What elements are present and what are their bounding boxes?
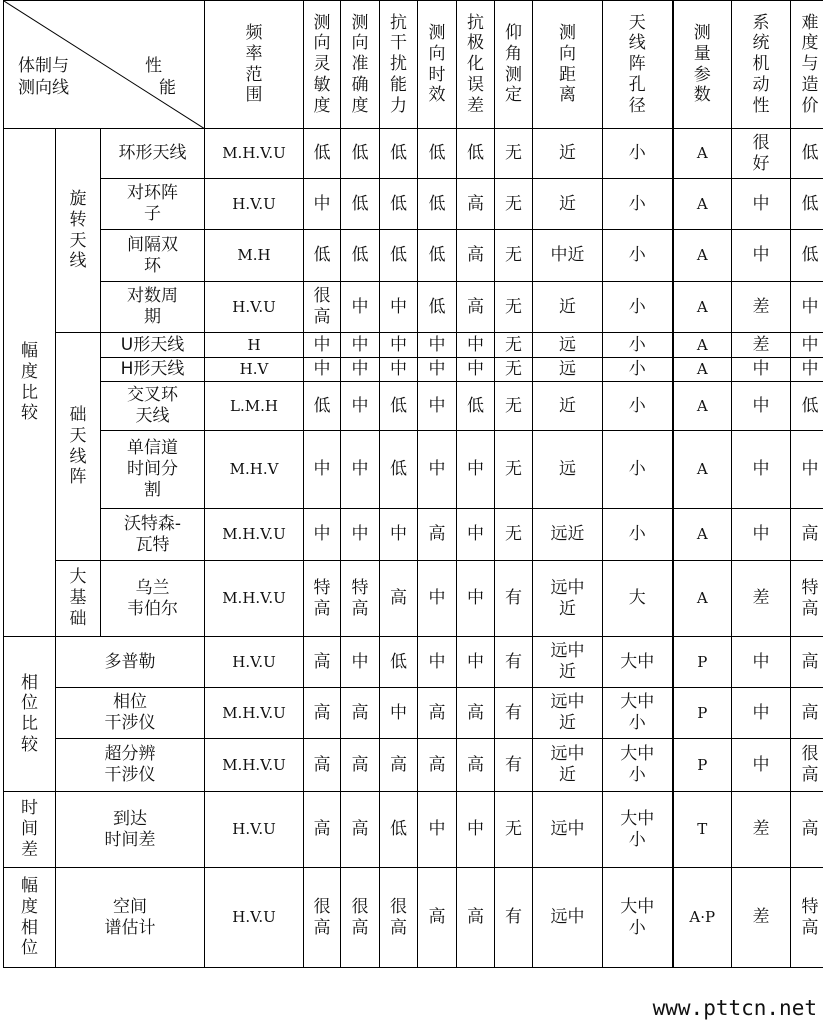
table-cell: 低 <box>791 382 823 431</box>
row-name: 乌兰 韦伯尔 <box>101 561 205 637</box>
group-label-phase: 相 位 比 较 <box>4 637 56 792</box>
table-cell: 远中 近 <box>533 688 603 739</box>
table-cell: 低 <box>341 179 380 230</box>
table-cell: L.M.H <box>205 382 304 431</box>
group-label-amplitude: 幅 度 比 较 <box>4 129 56 637</box>
table-cell: 中近 <box>533 230 603 282</box>
table-cell: P <box>673 739 732 792</box>
table-cell: 很 高 <box>380 868 418 968</box>
header-row <box>4 1 823 129</box>
table-cell: 大中 小 <box>603 868 673 968</box>
table-cell: M.H.V.U <box>205 129 304 179</box>
table-cell: 中 <box>341 509 380 561</box>
table-cell: 高 <box>418 868 457 968</box>
table-row <box>4 868 823 968</box>
table-row <box>4 282 823 333</box>
table-cell: H.V.U <box>205 179 304 230</box>
table-cell: 中 <box>341 358 380 382</box>
table-cell: 中 <box>418 792 457 868</box>
table-cell: 低 <box>380 179 418 230</box>
table-cell: 中 <box>732 637 791 688</box>
table-cell: 高 <box>791 792 823 868</box>
col-header: 测 向 准 确 度 <box>341 1 380 129</box>
table-cell: 差 <box>732 333 791 358</box>
subgroup-label-base-array: 础 天 线 阵 <box>56 333 101 561</box>
subgroup-label-rotating: 旋 转 天 线 <box>56 129 101 333</box>
table-row <box>4 637 823 688</box>
table-cell: 中 <box>380 688 418 739</box>
table-cell: A <box>673 333 732 358</box>
table-row <box>4 739 823 792</box>
table-cell: 小 <box>603 358 673 382</box>
table-cell: 低 <box>380 382 418 431</box>
table-cell: 中 <box>380 358 418 382</box>
table-cell: 远 <box>533 431 603 509</box>
table-cell: 小 <box>603 179 673 230</box>
table-cell: 中 <box>791 282 823 333</box>
table-cell: 中 <box>732 739 791 792</box>
table-cell: 很 高 <box>341 868 380 968</box>
table-cell: 中 <box>380 282 418 333</box>
table-row <box>4 358 823 382</box>
table-cell: A <box>673 282 732 333</box>
col-header: 频 率 范 围 <box>205 1 304 129</box>
row-name: 单信道 时间分 割 <box>101 431 205 509</box>
table-cell: 高 <box>341 739 380 792</box>
table-cell: 高 <box>418 688 457 739</box>
table-cell: A <box>673 509 732 561</box>
table-cell: M.H.V <box>205 431 304 509</box>
table-cell: 低 <box>341 230 380 282</box>
table-cell: 中 <box>732 382 791 431</box>
subgroup-label-large-base: 大 基 础 <box>56 561 101 637</box>
table-cell: H.V.U <box>205 792 304 868</box>
table-cell: 无 <box>495 509 533 561</box>
table-cell: 有 <box>495 868 533 968</box>
table-cell: 中 <box>732 431 791 509</box>
row-name: 间隔双 环 <box>101 230 205 282</box>
table-cell: 大中 <box>603 637 673 688</box>
row-name: 相位 干涉仪 <box>56 688 205 739</box>
row-name: 沃特森- 瓦特 <box>101 509 205 561</box>
table-cell: 大中 小 <box>603 792 673 868</box>
table-cell: 差 <box>732 868 791 968</box>
table-cell: 中 <box>457 792 495 868</box>
table-cell: 中 <box>418 431 457 509</box>
table-cell: 高 <box>418 739 457 792</box>
table-row <box>4 129 823 179</box>
table-cell: 高 <box>791 688 823 739</box>
table-cell: A <box>673 358 732 382</box>
table-cell: 中 <box>341 333 380 358</box>
table-row <box>4 509 823 561</box>
table-cell: 高 <box>380 739 418 792</box>
table-cell: 低 <box>380 792 418 868</box>
table-cell: 无 <box>495 282 533 333</box>
table-cell: 中 <box>732 688 791 739</box>
row-name: U形天线 <box>101 333 205 358</box>
table-cell: 中 <box>791 333 823 358</box>
table-cell: A <box>673 129 732 179</box>
table-row <box>4 431 823 509</box>
table-cell: 小 <box>603 509 673 561</box>
table-cell: 很 高 <box>304 868 341 968</box>
table-cell: 近 <box>533 179 603 230</box>
table-cell: 高 <box>304 637 341 688</box>
table-cell: 中 <box>732 230 791 282</box>
table-cell: 高 <box>304 792 341 868</box>
table-cell: 远中 近 <box>533 637 603 688</box>
table-cell: 中 <box>341 282 380 333</box>
table-cell: 低 <box>457 382 495 431</box>
table-cell: 很 高 <box>304 282 341 333</box>
table-row <box>4 179 823 230</box>
table-cell: 高 <box>791 509 823 561</box>
table-cell: 低 <box>791 179 823 230</box>
table-cell: 中 <box>304 509 341 561</box>
group-label-time-diff: 时 间 差 <box>4 792 56 868</box>
table-cell: 大中 小 <box>603 739 673 792</box>
table-cell: H.V <box>205 358 304 382</box>
row-name: 交叉环 天线 <box>101 382 205 431</box>
corner-bottom-right: 能 <box>159 78 177 99</box>
table-cell: 远近 <box>533 509 603 561</box>
col-header: 天 线 阵 孔 径 <box>603 1 673 129</box>
corner-header-cell <box>4 1 205 129</box>
table-cell: 中 <box>791 358 823 382</box>
col-header: 仰 角 测 定 <box>495 1 533 129</box>
table-cell: 小 <box>603 431 673 509</box>
table-cell: 中 <box>304 358 341 382</box>
table-cell: 高 <box>457 282 495 333</box>
table-cell: A·P <box>673 868 732 968</box>
table-cell: 差 <box>732 561 791 637</box>
table-cell: 近 <box>533 129 603 179</box>
table-cell: 中 <box>457 509 495 561</box>
table-cell: M.H.V.U <box>205 739 304 792</box>
table-cell: 特 高 <box>304 561 341 637</box>
table-cell: 低 <box>380 431 418 509</box>
table-cell: 远中 <box>533 792 603 868</box>
table-cell: P <box>673 637 732 688</box>
table-cell: 高 <box>341 792 380 868</box>
col-header: 抗 干 扰 能 力 <box>380 1 418 129</box>
table-cell: 中 <box>418 561 457 637</box>
corner-bottom-left: 测向线 <box>18 78 69 99</box>
table-row <box>4 382 823 431</box>
table-cell: 低 <box>341 129 380 179</box>
table-cell: 高 <box>457 688 495 739</box>
table-cell: 中 <box>732 179 791 230</box>
table-cell: 无 <box>495 230 533 282</box>
table-row <box>4 561 823 637</box>
table-cell: 中 <box>457 358 495 382</box>
col-header: 测 向 灵 敏 度 <box>304 1 341 129</box>
table-cell: 低 <box>457 129 495 179</box>
table-cell: 中 <box>380 333 418 358</box>
table-cell: M.H.V.U <box>205 688 304 739</box>
table-cell: T <box>673 792 732 868</box>
table-cell: 低 <box>791 129 823 179</box>
table-cell: 无 <box>495 179 533 230</box>
col-header: 测 向 时 效 <box>418 1 457 129</box>
table-cell: 高 <box>457 179 495 230</box>
table-cell: 中 <box>418 637 457 688</box>
table-cell: 差 <box>732 282 791 333</box>
table-cell: 中 <box>418 358 457 382</box>
group-label-amp-phase: 幅 度 相 位 <box>4 868 56 968</box>
table-cell: 有 <box>495 637 533 688</box>
table-cell: 高 <box>791 637 823 688</box>
table-cell: A <box>673 179 732 230</box>
table-cell: 特 高 <box>341 561 380 637</box>
table-cell: 中 <box>418 382 457 431</box>
table-cell: 高 <box>304 688 341 739</box>
table-cell: 有 <box>495 688 533 739</box>
table-cell: 中 <box>732 509 791 561</box>
table-cell: 小 <box>603 382 673 431</box>
table-cell: 低 <box>304 382 341 431</box>
col-header: 测 向 距 离 <box>533 1 603 129</box>
table-cell: 高 <box>418 509 457 561</box>
table-cell: 中 <box>457 333 495 358</box>
table-cell: M.H.V.U <box>205 561 304 637</box>
table-cell: 中 <box>380 509 418 561</box>
table-cell: 中 <box>304 179 341 230</box>
table-cell: 小 <box>603 282 673 333</box>
table-cell: 无 <box>495 333 533 358</box>
table-row <box>4 688 823 739</box>
watermark-text: www.pttcn.net <box>652 996 817 1020</box>
table-cell: 远 <box>533 358 603 382</box>
table-cell: 大中 小 <box>603 688 673 739</box>
table-cell: 低 <box>791 230 823 282</box>
row-name: 对数周 期 <box>101 282 205 333</box>
table-cell: A <box>673 230 732 282</box>
table-cell: 很 高 <box>791 739 823 792</box>
table-row <box>4 792 823 868</box>
corner-top-right: 性 <box>145 56 163 76</box>
row-name: 超分辨 干涉仪 <box>56 739 205 792</box>
table-cell: 小 <box>603 230 673 282</box>
table-cell: A <box>673 561 732 637</box>
col-header: 抗 极 化 误 差 <box>457 1 495 129</box>
table-cell: P <box>673 688 732 739</box>
table-cell: 中 <box>341 637 380 688</box>
row-name: 到达 时间差 <box>56 792 205 868</box>
table-cell: H <box>205 333 304 358</box>
table-cell: A <box>673 382 732 431</box>
table-cell: 近 <box>533 282 603 333</box>
table-cell: 中 <box>457 561 495 637</box>
col-header: 难 度 与 造 价 <box>791 1 823 129</box>
table-cell: 无 <box>495 358 533 382</box>
table-cell: 远 <box>533 333 603 358</box>
table-cell: 无 <box>495 431 533 509</box>
col-header: 测 量 参 数 <box>673 1 732 129</box>
table-cell: 高 <box>457 230 495 282</box>
table-cell: 中 <box>304 431 341 509</box>
table-row <box>4 333 823 358</box>
table-cell: 无 <box>495 792 533 868</box>
table-cell: 有 <box>495 739 533 792</box>
table-cell: 差 <box>732 792 791 868</box>
table-cell: 中 <box>304 333 341 358</box>
table-cell: M.H <box>205 230 304 282</box>
table-cell: H.V.U <box>205 637 304 688</box>
table-cell: 近 <box>533 382 603 431</box>
table-cell: 低 <box>418 129 457 179</box>
table-cell: 无 <box>495 382 533 431</box>
table-cell: H.V.U <box>205 868 304 968</box>
corner-top-left: 体制与 <box>18 56 69 76</box>
row-name: 多普勒 <box>56 637 205 688</box>
table-cell: 远中 近 <box>533 561 603 637</box>
col-header: 系 统 机 动 性 <box>732 1 791 129</box>
table-cell: 中 <box>418 333 457 358</box>
table-cell: 中 <box>457 431 495 509</box>
direction-finding-comparison-table <box>3 0 823 968</box>
table-cell: 低 <box>304 230 341 282</box>
row-name: 对环阵 子 <box>101 179 205 230</box>
table-cell: 高 <box>380 561 418 637</box>
table-row <box>4 230 823 282</box>
table-cell: A <box>673 431 732 509</box>
table-cell: 低 <box>380 637 418 688</box>
table-cell: 低 <box>418 230 457 282</box>
table-cell: 小 <box>603 129 673 179</box>
row-name: 空间 谱估计 <box>56 868 205 968</box>
table-cell: 中 <box>457 637 495 688</box>
table-cell: 无 <box>495 129 533 179</box>
table-cell: 远中 近 <box>533 739 603 792</box>
table-cell: 中 <box>732 358 791 382</box>
table-cell: 特 高 <box>791 868 823 968</box>
table-cell: 很 好 <box>732 129 791 179</box>
table-cell: H.V.U <box>205 282 304 333</box>
table-cell: 远中 <box>533 868 603 968</box>
table-cell: 高 <box>457 868 495 968</box>
table-cell: 有 <box>495 561 533 637</box>
table-cell: 低 <box>380 230 418 282</box>
table-cell: 低 <box>418 179 457 230</box>
table-cell: 中 <box>791 431 823 509</box>
table-cell: 小 <box>603 333 673 358</box>
row-name: H形天线 <box>101 358 205 382</box>
table-cell: 高 <box>341 688 380 739</box>
table-cell: 中 <box>341 431 380 509</box>
table-cell: 特 高 <box>791 561 823 637</box>
table-cell: 大 <box>603 561 673 637</box>
table-cell: 低 <box>418 282 457 333</box>
table-cell: 高 <box>457 739 495 792</box>
table-cell: M.H.V.U <box>205 509 304 561</box>
row-name: 环形天线 <box>101 129 205 179</box>
table-cell: 中 <box>341 382 380 431</box>
table-cell: 低 <box>304 129 341 179</box>
table-cell: 高 <box>304 739 341 792</box>
table-cell: 低 <box>380 129 418 179</box>
